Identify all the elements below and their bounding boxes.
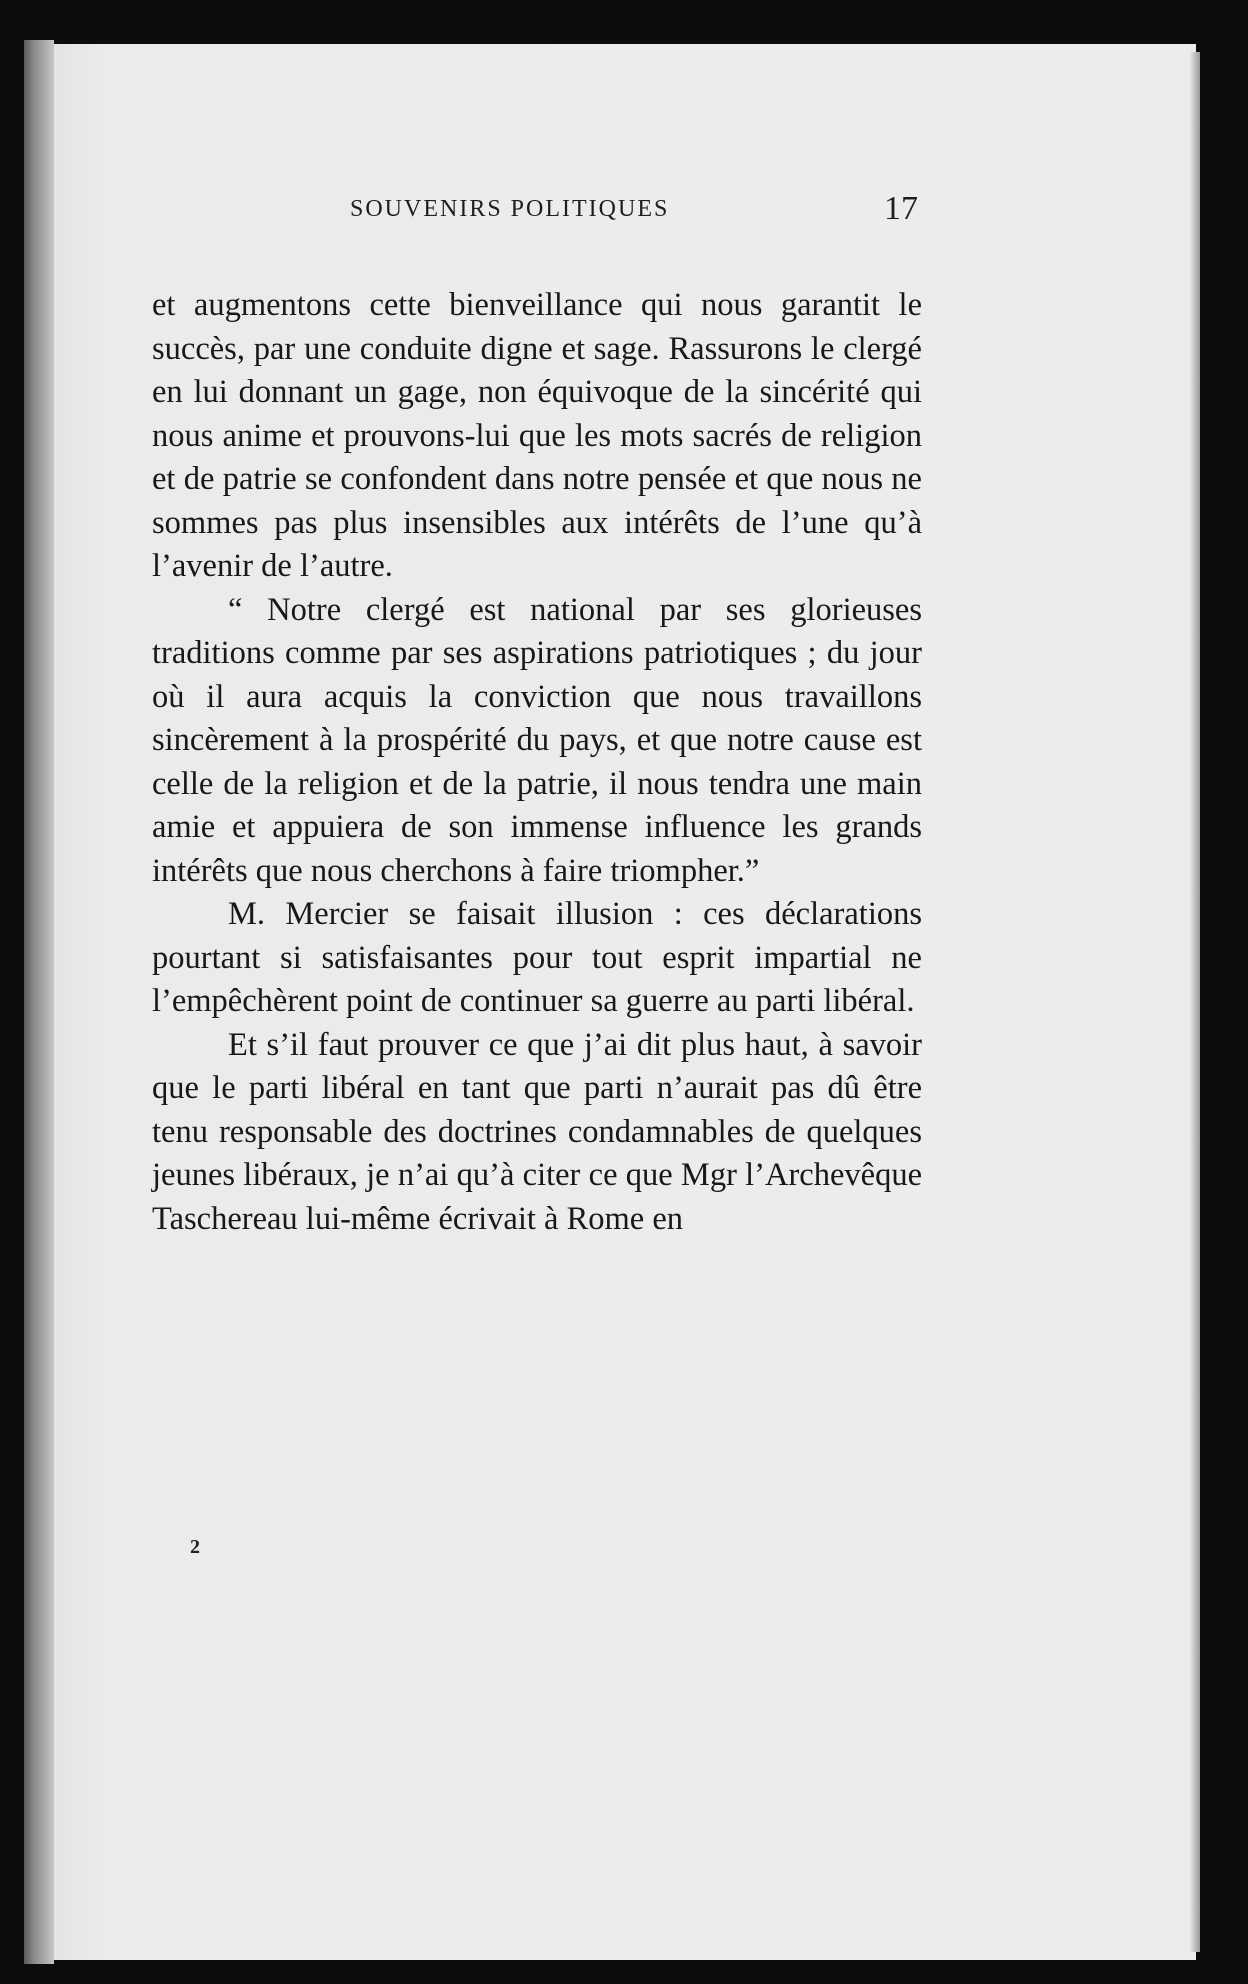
page-edge <box>1190 52 1200 1952</box>
running-head <box>150 190 928 236</box>
body-text <box>152 284 922 1241</box>
paragraph-mercier: M. Mercier se faisait illusion : ces déclarations pourtant si satisfaisantes pour tout esprit impartial ne l’empêchèrent point de continuer sa guerre au parti libéral. <box>152 896 922 1019</box>
running-title: SOUVENIRS POLITIQUES <box>350 196 670 222</box>
signature-mark: 2 <box>190 1536 200 1558</box>
paragraph-continuation: et augmentons cette bienveillance qui nous garantit le succès, par une conduite digne et sage. Rassurons le clergé en lui donnant un gage, non équivoque de la sincérité qui nous anime et prouvons-lui que les mots sacrés de religion et de patrie se confondent dans notre pensée et que nous ne sommes pas plus insensibles aux intérêts de l’une qu’à l’avenir de l’autre. <box>152 287 922 584</box>
page-number: 17 <box>884 190 918 227</box>
book-spine-shadow <box>24 40 54 1964</box>
paragraph-taschereau: Et s’il faut prouver ce que j’ai dit plus haut, à savoir que le parti libéral en tant que parti n’aurait pas dû être tenu responsable des doctrines condamnables de quelques jeunes libéraux, je n’ai qu’à citer ce que Mgr l’Archevêque Taschereau lui-même écrivait à Rome en <box>152 1026 922 1237</box>
paragraph-quotation: “ Notre clergé est national par ses glorieuses traditions comme par ses aspirations patriotiques ; du jour où il aura acquis la conviction que nous travaillons sincèrement à la prospérité du pays, et que notre cause est celle de la religion et de la patrie, il nous tendra une main amie et appuiera de son immense influence les grands intérêts que nous cherchons à faire triompher.” <box>152 591 922 889</box>
